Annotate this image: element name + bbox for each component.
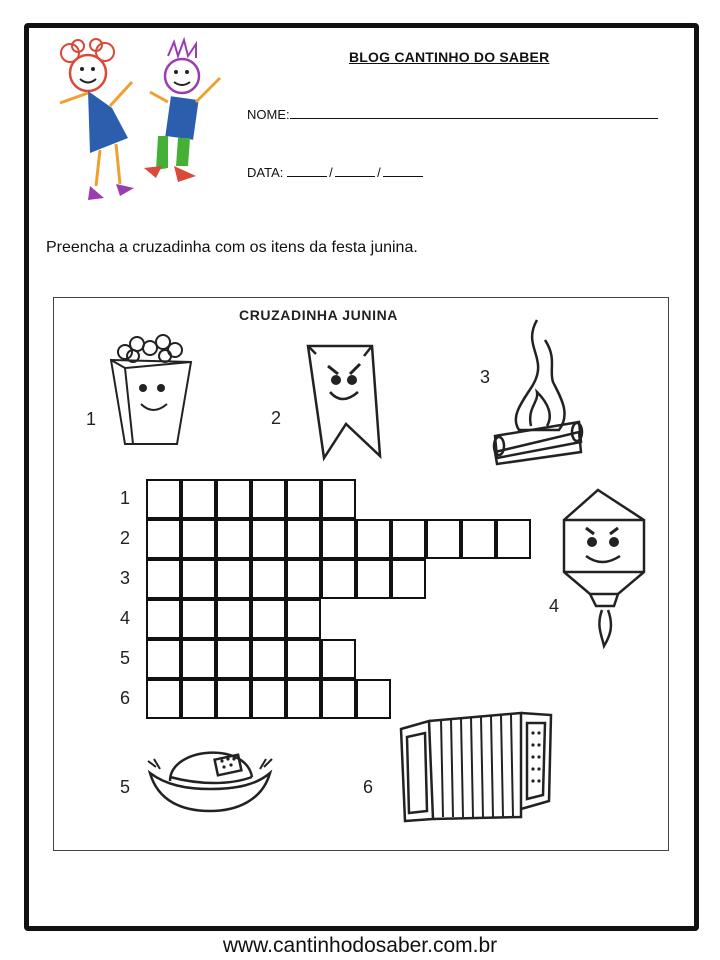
crossword-cell[interactable] [286, 559, 321, 599]
crossword-cell[interactable] [181, 679, 216, 719]
instruction-text: Preencha a cruzadinha com os itens da festa junina. [46, 239, 418, 256]
crossword-cell[interactable] [146, 639, 181, 679]
crossword-cell[interactable] [216, 639, 251, 679]
crossword-cell[interactable] [356, 519, 391, 559]
crossword-cell[interactable] [251, 639, 286, 679]
crossword-cell[interactable] [216, 599, 251, 639]
crossword-cell[interactable] [251, 599, 286, 639]
date-year-blank[interactable] [383, 164, 423, 177]
date-field: DATA: / / [247, 164, 423, 180]
crossword-cell[interactable] [181, 519, 216, 559]
crossword-cell[interactable] [461, 519, 496, 559]
clue-number-1: 1 [86, 409, 97, 429]
crossword-cell[interactable] [286, 639, 321, 679]
kids-drawing-icon [50, 38, 235, 203]
clue-number-2: 2 [271, 408, 282, 428]
row-number-1: 1 [120, 488, 131, 508]
date-day-blank[interactable] [287, 164, 327, 177]
blog-title: BLOG CANTINHO DO SABER [349, 49, 550, 65]
bonfire-icon [491, 318, 583, 468]
crossword-cell[interactable] [146, 559, 181, 599]
crossword-cell[interactable] [181, 479, 216, 519]
name-field [247, 106, 658, 122]
date-month-blank[interactable] [335, 164, 375, 177]
crossword-cell[interactable] [496, 519, 531, 559]
straw-hat-icon [146, 737, 274, 817]
row-number-4: 4 [120, 608, 131, 628]
crossword-cell[interactable] [321, 679, 356, 719]
row-number-6: 6 [120, 688, 131, 708]
crossword-cell[interactable] [181, 639, 216, 679]
crossword-cell[interactable] [216, 679, 251, 719]
crossword-cell[interactable] [146, 479, 181, 519]
crossword-cell[interactable] [146, 519, 181, 559]
crossword-cell[interactable] [251, 519, 286, 559]
crossword-cell[interactable] [286, 479, 321, 519]
clue-number-4: 4 [549, 596, 560, 616]
crossword-cell[interactable] [321, 519, 356, 559]
crossword-cell[interactable] [391, 519, 426, 559]
name-blank[interactable] [290, 106, 658, 119]
crossword-cell[interactable] [181, 599, 216, 639]
clue-number-3: 3 [480, 367, 491, 387]
crossword-cell[interactable] [216, 519, 251, 559]
row-number-2: 2 [120, 528, 131, 548]
crossword-cell[interactable] [181, 559, 216, 599]
name-label: NOME: [247, 107, 290, 122]
crossword-cell[interactable] [321, 559, 356, 599]
accordion-icon [397, 709, 557, 825]
crossword-cell[interactable] [356, 679, 391, 719]
crossword-cell[interactable] [356, 559, 391, 599]
clue-number-5: 5 [120, 777, 131, 797]
crossword-cell[interactable] [146, 599, 181, 639]
crossword-cell[interactable] [146, 679, 181, 719]
crossword-cell[interactable] [426, 519, 461, 559]
crossword-cell[interactable] [286, 599, 321, 639]
festa-flag-icon [302, 340, 382, 460]
crossword-cell[interactable] [286, 679, 321, 719]
crossword-cell[interactable] [216, 559, 251, 599]
crossword-cell[interactable] [321, 639, 356, 679]
crossword-title: CRUZADINHA JUNINA [239, 307, 399, 323]
popcorn-bag-icon [105, 332, 195, 452]
row-number-3: 3 [120, 568, 131, 588]
crossword-cell[interactable] [251, 479, 286, 519]
crossword-cell[interactable] [286, 519, 321, 559]
crossword-cell[interactable] [321, 479, 356, 519]
crossword-cell[interactable] [251, 559, 286, 599]
crossword-cell[interactable] [216, 479, 251, 519]
balloon-lantern-icon [558, 486, 658, 652]
date-label: DATA: [247, 165, 284, 180]
crossword-cell[interactable] [391, 559, 426, 599]
row-number-5: 5 [120, 648, 131, 668]
footer-url[interactable]: www.cantinhodosaber.com.br [222, 934, 498, 957]
clue-number-6: 6 [363, 777, 374, 797]
crossword-cell[interactable] [251, 679, 286, 719]
